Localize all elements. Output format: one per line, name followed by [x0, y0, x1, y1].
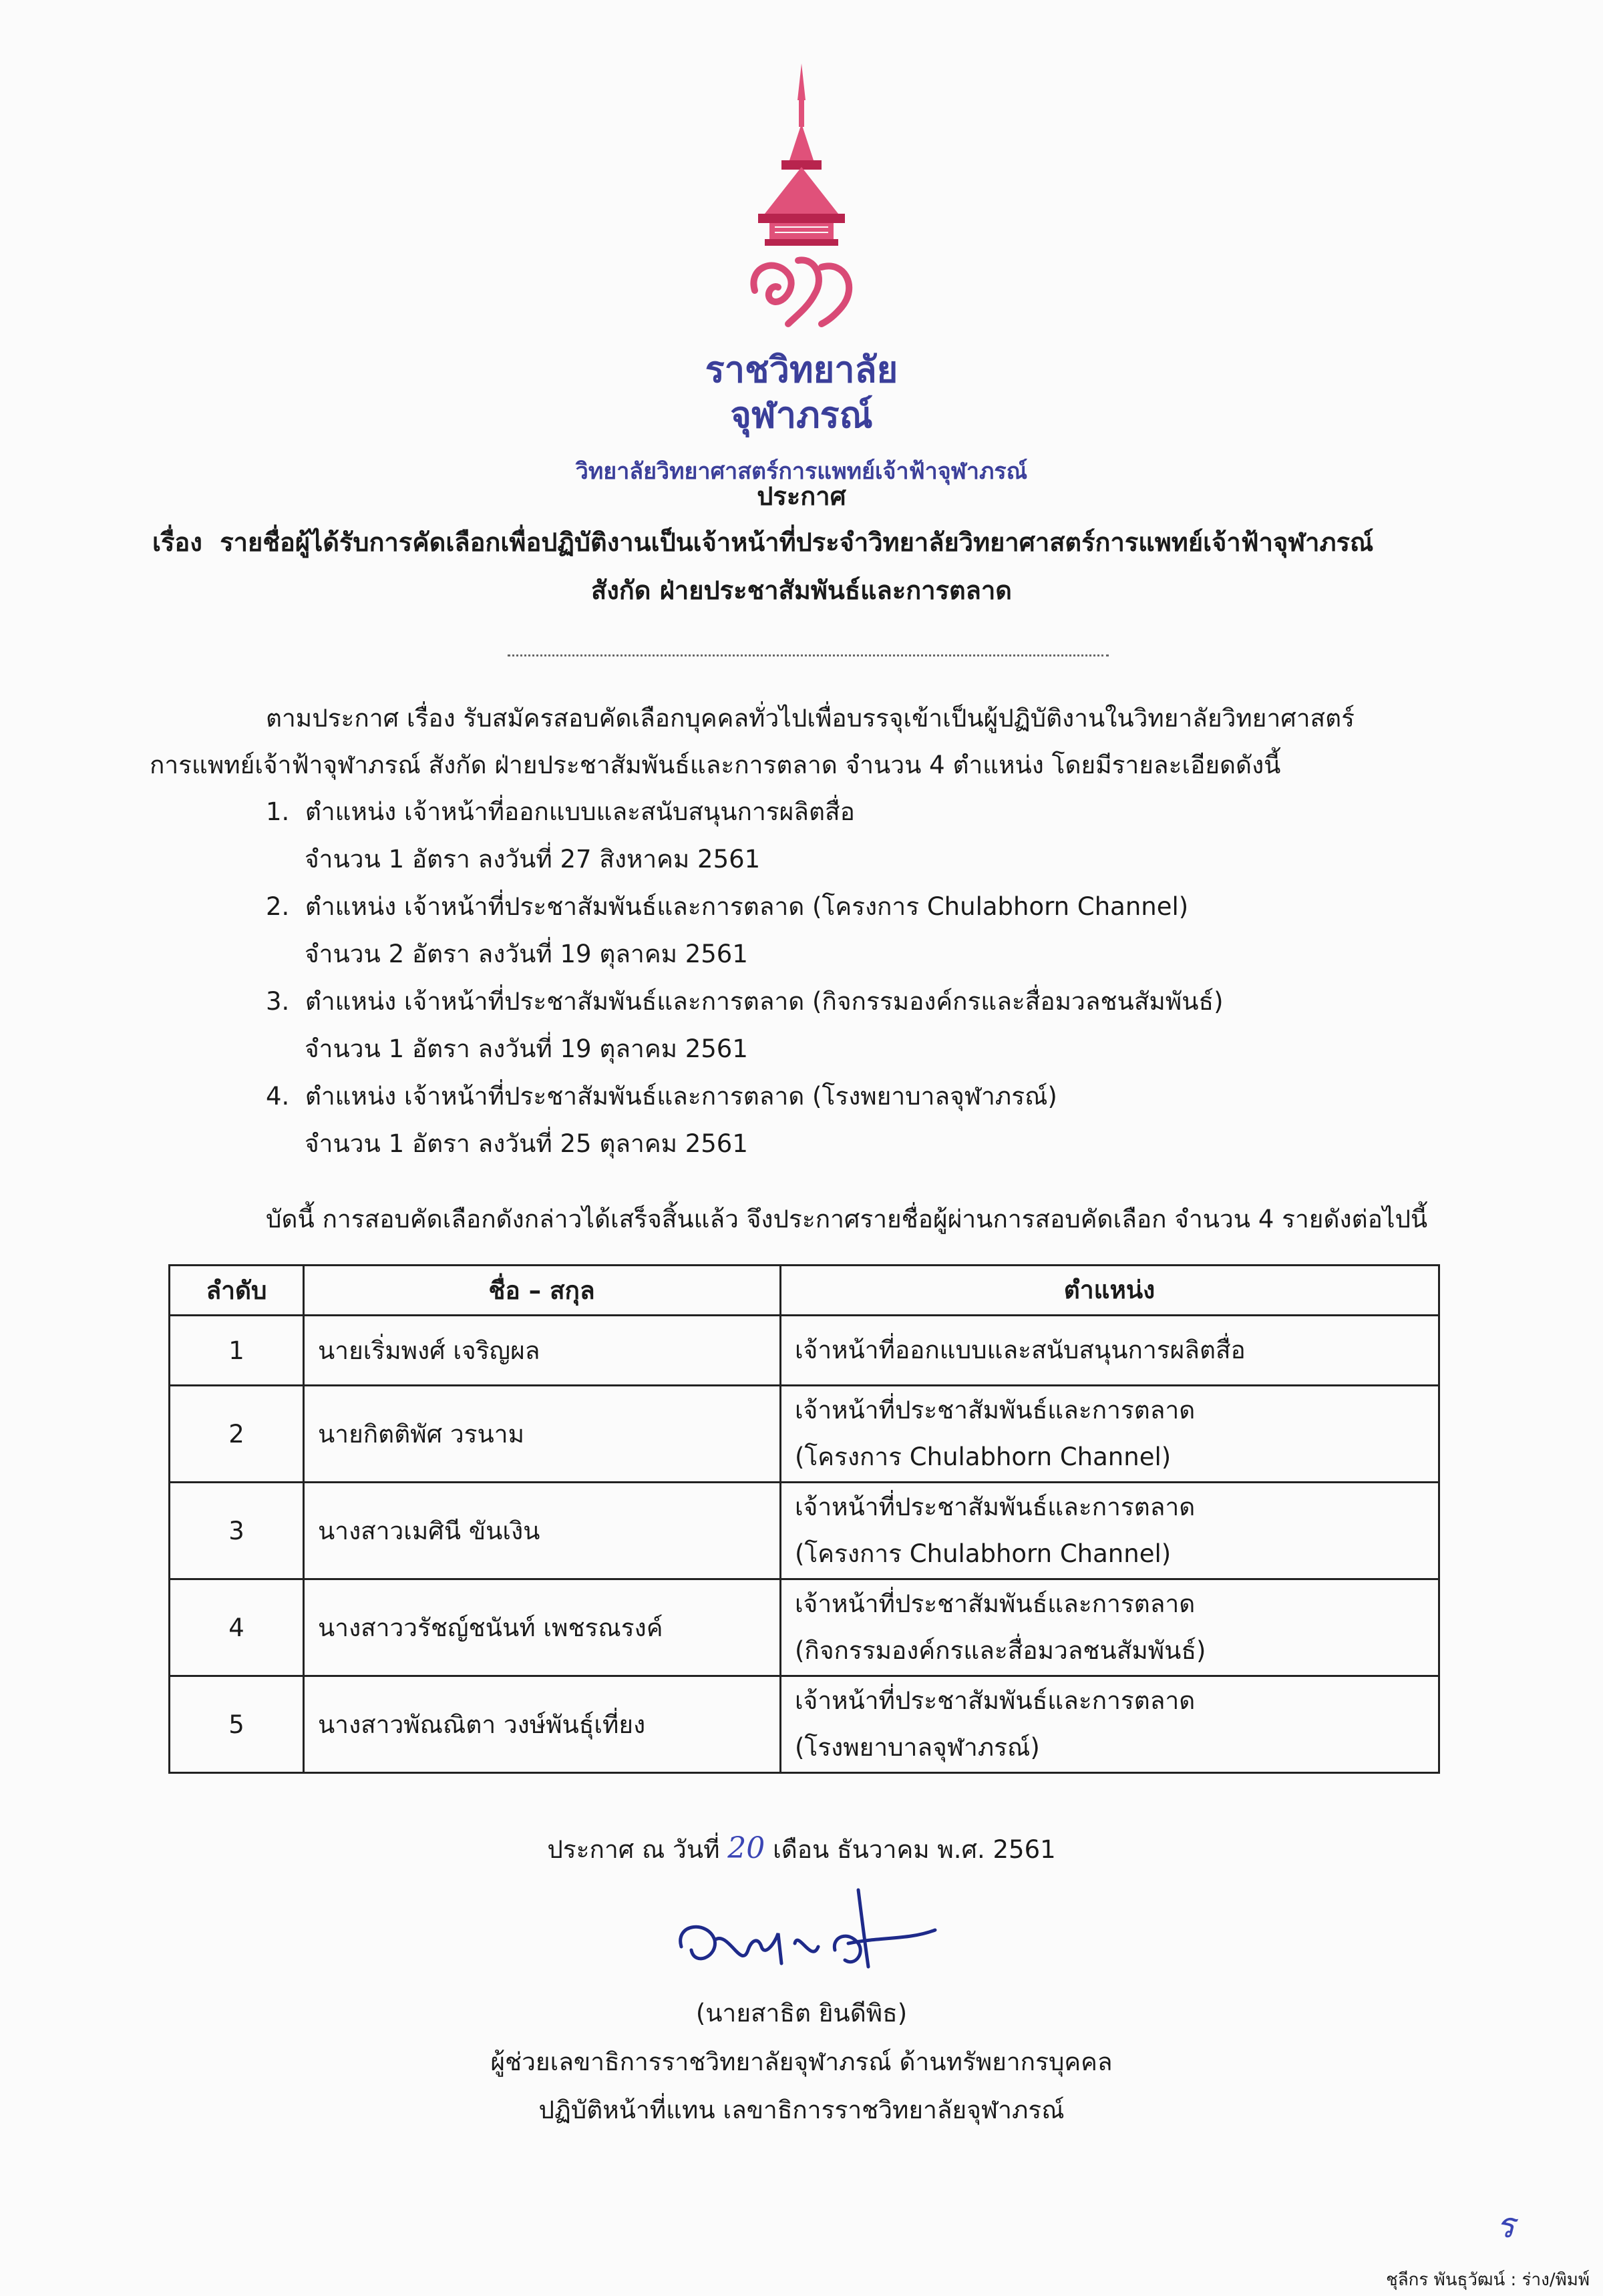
divider-rule	[508, 654, 1109, 656]
column-header-name: ชื่อ – สกุล	[304, 1266, 781, 1316]
subject-line1: รายชื่อผู้ได้รับการคัดเลือกเพื่อปฏิบัติงานเป็นเจ้าหน้าที่ประจำวิทยาลัยวิทยาศาสตร์การแพทย์เจ้าฟ้าจุฬาภรณ์	[220, 528, 1374, 557]
intro-line2: การแพทย์เจ้าฟ้าจุฬาภรณ์ สังกัด ฝ่ายประชาสัมพันธ์และการตลาด จำนวน 4 ตำแหน่ง โดยมีรายละเอียดดังนี้	[150, 751, 1281, 779]
position-number: 2.	[266, 892, 290, 921]
position-title: ตำแหน่ง เจ้าหน้าที่ประชาสัมพันธ์และการตลาด (โครงการ Chulabhorn Channel)	[305, 892, 1189, 921]
row-position	[781, 1316, 1439, 1386]
page-initial-mark: ร	[1496, 2206, 1515, 2246]
table-row	[170, 1676, 1439, 1773]
result-line: บัดนี้ การสอบคัดเลือกดังกล่าวได้เสร็จสิ้นแล้ว จึงประกาศรายชื่อผู้ผ่านการสอบคัดเลือก จำนวน 4 รายดังต่อไปนี้	[266, 1205, 1428, 1233]
position-line2: (โรงพยาบาลจุฬาภรณ์)	[795, 1733, 1040, 1762]
row-position	[781, 1676, 1439, 1773]
signatory-name: (นายสาธิต ยินดีพิธ)	[695, 1999, 908, 2028]
signatory-title-line2: ปฏิบัติหน้าที่แทน เลขาธิการราชวิทยาลัยจุฬาภรณ์	[538, 2096, 1065, 2124]
intro-line1: ตามประกาศ เรื่อง รับสมัครสอบคัดเลือกบุคคลทั่วไปเพื่อบรรจุเข้าเป็นผู้ปฏิบัติงานในวิทยาลัยวิทยาศาสตร์	[266, 704, 1355, 733]
list-item	[266, 883, 1535, 930]
row-number: 4	[170, 1579, 304, 1676]
row-name: นางสาวพัณณิตา วงษ์พันธุ์เที่ยง	[304, 1676, 781, 1773]
row-name: นายกิตติพัศ วรนาม	[304, 1386, 781, 1483]
date-prefix: ประกาศ ณ วันที่	[547, 1835, 720, 1864]
position-title: ตำแหน่ง เจ้าหน้าที่ออกแบบและสนับสนุนการผลิตสื่อ	[305, 797, 855, 826]
position-line2: (โครงการ Chulabhorn Channel)	[795, 1443, 1172, 1471]
row-position	[781, 1579, 1439, 1676]
position-line1: เจ้าหน้าที่ประชาสัมพันธ์และการตลาด	[795, 1493, 1196, 1521]
row-name: นางสาววรัชญ์ชนันท์ เพชรณรงค์	[304, 1579, 781, 1676]
position-number: 4.	[266, 1082, 290, 1111]
announcement-subject	[152, 518, 1488, 566]
table-header-row	[170, 1266, 1439, 1316]
row-number: 1	[170, 1316, 304, 1386]
announcement-date	[0, 1830, 1603, 1869]
institution-name-line2: จุฬาภรณ์	[730, 394, 873, 436]
column-header-order: ลำดับ	[170, 1266, 304, 1316]
date-suffix: เดือน ธันวาคม พ.ศ. 2561	[773, 1835, 1056, 1864]
row-name: นางสาวเมศินี ขันเงิน	[304, 1483, 781, 1579]
position-detail: จำนวน 1 อัตรา ลงวันที่ 19 ตุลาคม 2561	[305, 1034, 748, 1063]
table-row	[170, 1579, 1439, 1676]
row-number: 5	[170, 1676, 304, 1773]
position-detail: จำนวน 1 อัตรา ลงวันที่ 25 ตุลาคม 2561	[305, 1129, 748, 1158]
position-line2: (กิจกรรมองค์กรและสื่อมวลชนสัมพันธ์)	[795, 1636, 1206, 1665]
column-header-position: ตำแหน่ง	[781, 1266, 1439, 1316]
row-number: 3	[170, 1483, 304, 1579]
faculty-name: วิทยาลัยวิทยาศาสตร์การแพทย์เจ้าฟ้าจุฬาภรณ์	[575, 458, 1028, 485]
position-number: 3.	[266, 987, 290, 1016]
position-line1: เจ้าหน้าที่ประชาสัมพันธ์และการตลาด	[795, 1686, 1196, 1715]
announcement-heading: ประกาศ	[757, 482, 846, 511]
position-number: 1.	[266, 797, 290, 826]
table-row	[170, 1316, 1439, 1386]
row-position	[781, 1386, 1439, 1483]
table-row	[170, 1483, 1439, 1579]
signature	[668, 1883, 962, 1990]
position-detail: จำนวน 2 อัตรา ลงวันที่ 19 ตุลาคม 2561	[305, 940, 748, 968]
position-title: ตำแหน่ง เจ้าหน้าที่ประชาสัมพันธ์และการตลาด (กิจกรรมองค์กรและสื่อมวลชนสัมพันธ์)	[305, 987, 1224, 1016]
signatory-title-line1: ผู้ช่วยเลขาธิการราชวิทยาลัยจุฬาภรณ์ ด้านทรัพยากรบุคคล	[490, 2048, 1113, 2076]
list-item	[266, 788, 1535, 835]
positions-list	[266, 788, 1535, 1167]
position-detail: จำนวน 1 อัตรา ลงวันที่ 27 สิงหาคม 2561	[305, 845, 761, 874]
institution-name-line1: ราชวิทยาลัย	[705, 349, 898, 391]
list-item	[266, 1073, 1535, 1120]
selected-candidates-table	[168, 1264, 1440, 1774]
row-position	[781, 1483, 1439, 1579]
position-line2: (โครงการ Chulabhorn Channel)	[795, 1539, 1172, 1568]
position-line1: เจ้าหน้าที่ออกแบบและสนับสนุนการผลิตสื่อ	[795, 1336, 1246, 1364]
position-line1: เจ้าหน้าที่ประชาสัมพันธ์และการตลาด	[795, 1396, 1196, 1424]
position-line1: เจ้าหน้าที่ประชาสัมพันธ์และการตลาด	[795, 1589, 1196, 1618]
royal-spire-monogram-icon	[735, 60, 868, 341]
drafter-credit: ชุลีกร พันธุวัฒน์ : ร่าง/พิมพ์	[1386, 2270, 1590, 2290]
subject-label: เรื่อง	[152, 528, 202, 557]
position-title: ตำแหน่ง เจ้าหน้าที่ประชาสัมพันธ์และการตลาด (โรงพยาบาลจุฬาภรณ์)	[305, 1082, 1057, 1111]
subject-line2: สังกัด ฝ่ายประชาสัมพันธ์และการตลาด	[591, 576, 1012, 605]
row-name: นายเริ่มพงศ์ เจริญผล	[304, 1316, 781, 1386]
list-item	[266, 978, 1535, 1025]
table-row	[170, 1386, 1439, 1483]
row-number: 2	[170, 1386, 304, 1483]
date-day-handwritten: 20	[727, 1831, 765, 1865]
institution-emblem	[735, 60, 868, 341]
handwritten-signature-icon	[668, 1883, 962, 1990]
